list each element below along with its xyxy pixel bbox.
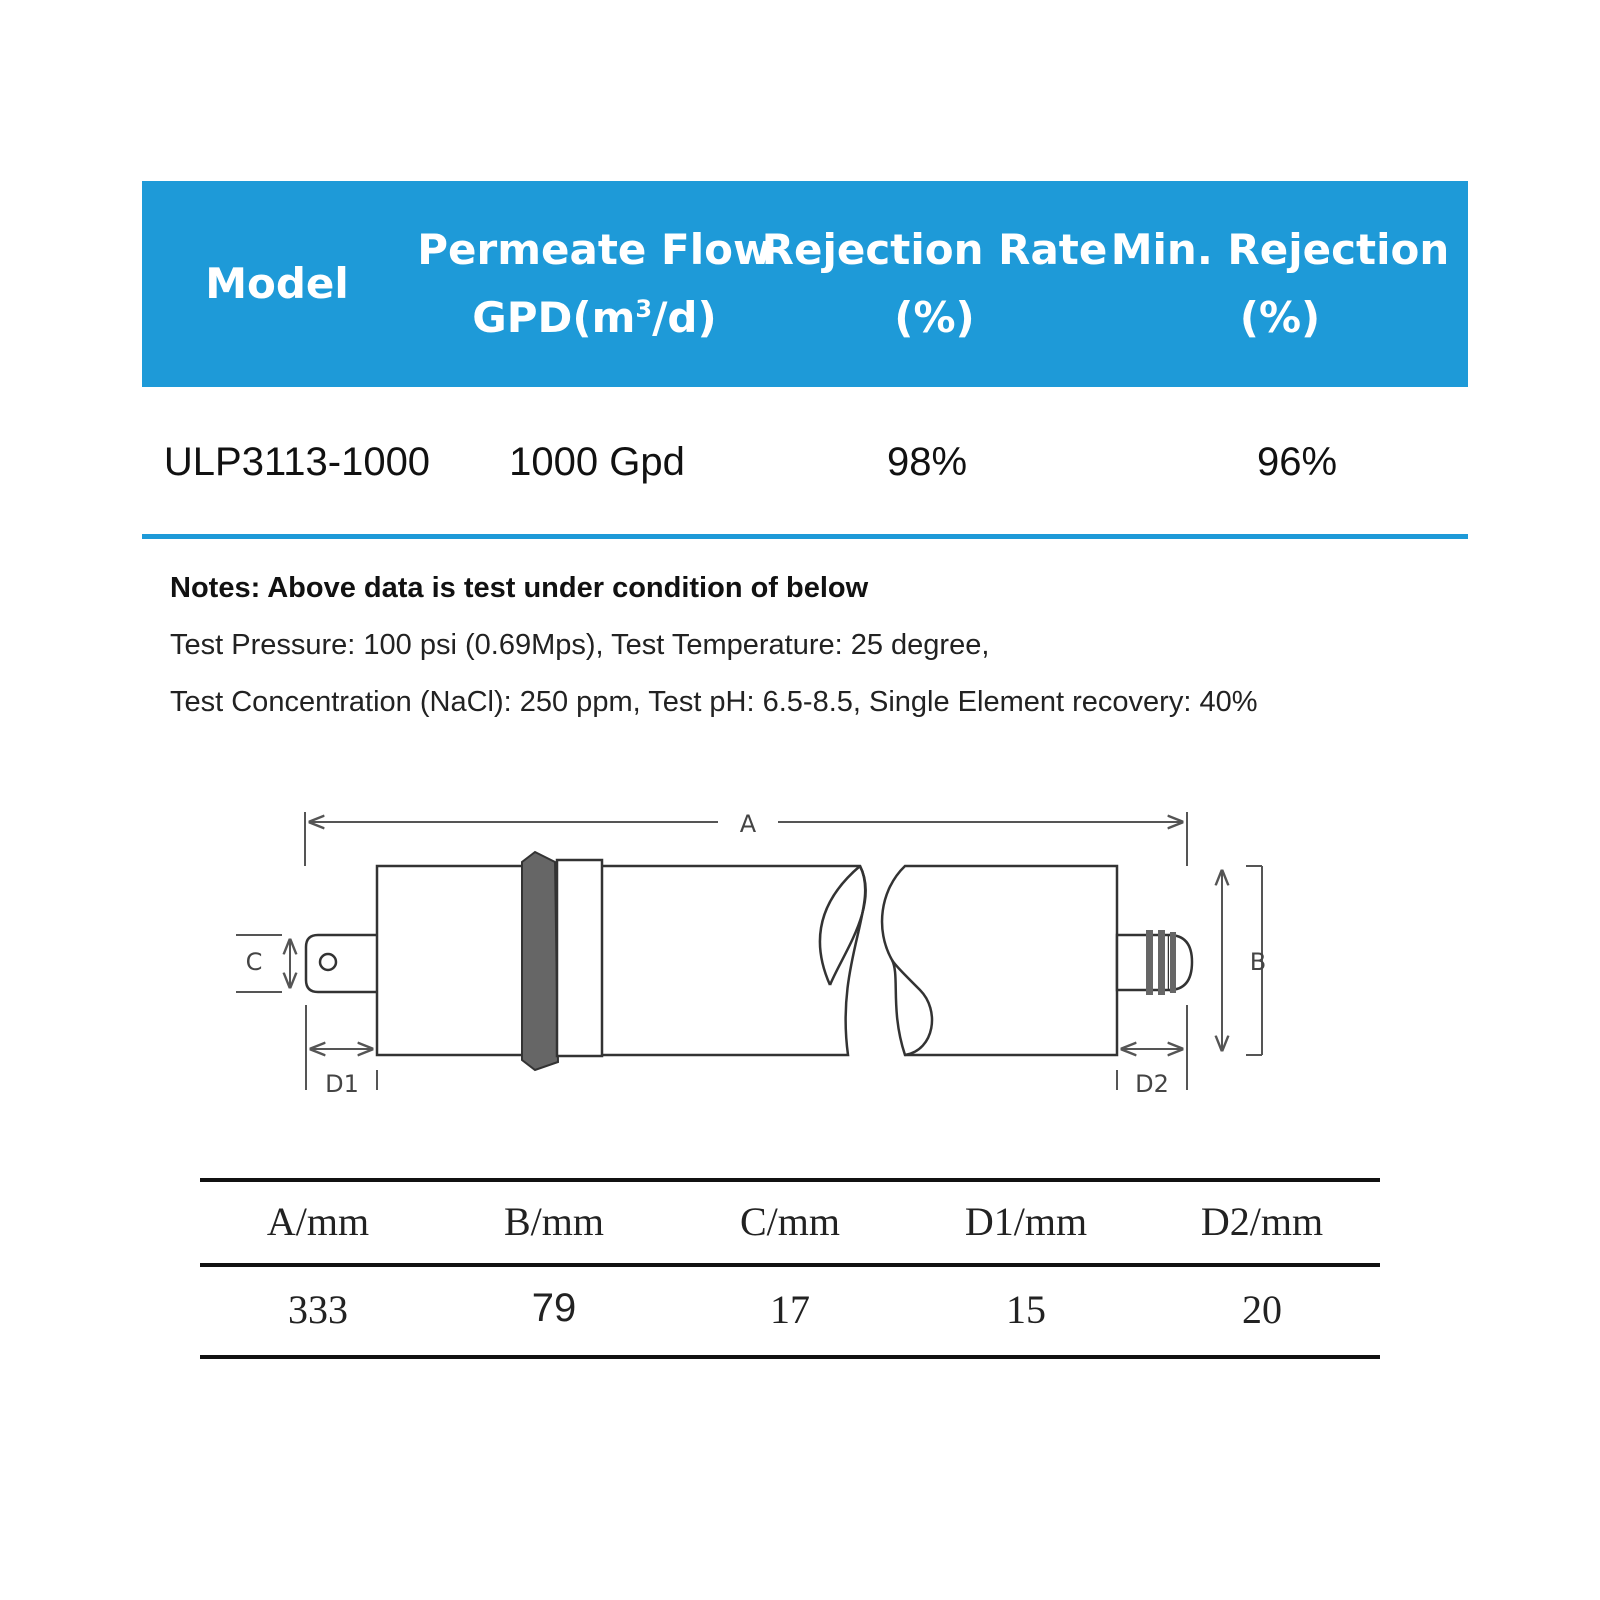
notes-line-concentration: Test Concentration (NaCl): 250 ppm, Test pH: 6.5-8.5, Single Element recovery: 40% xyxy=(170,686,1258,718)
dims-value-b: 79 xyxy=(531,1286,577,1330)
label-c: C xyxy=(245,948,263,976)
dimension-c xyxy=(236,935,290,992)
dimension-a xyxy=(305,810,1187,866)
spec-table-header xyxy=(142,181,1468,387)
header-permeate-flow xyxy=(412,181,777,387)
cell-min-rejection: 96% xyxy=(1256,439,1338,484)
membrane-body xyxy=(377,852,866,1070)
cell-permeate-flow: 1000 Gpd xyxy=(509,439,685,484)
header-model-label: Model xyxy=(205,259,349,308)
dims-bottom-rule xyxy=(200,1355,1380,1359)
header-rejection-rate-line1: Rejection Rate xyxy=(761,225,1108,274)
label-a: A xyxy=(739,810,757,838)
header-permeate-flow-line1: Permeate Flow xyxy=(417,225,772,274)
dims-header-row xyxy=(200,1198,1380,1245)
dims-top-rule xyxy=(200,1178,1380,1182)
dims-value-a: 333 xyxy=(288,1287,348,1332)
header-min-rejection-line1: Min. Rejection xyxy=(1110,225,1450,274)
spec-table-bottom-rule xyxy=(142,534,1468,539)
dimension-b xyxy=(1222,866,1266,1055)
dims-header-c: C/mm xyxy=(739,1199,841,1244)
label-d1: D1 xyxy=(325,1070,359,1098)
dims-header-d1: D1/mm xyxy=(964,1199,1088,1244)
unit-superscript: 3 xyxy=(635,295,653,323)
dimension-d1 xyxy=(306,1005,377,1098)
label-b: B xyxy=(1249,948,1267,976)
header-rejection-rate-line2: (%) xyxy=(894,293,975,342)
left-connector-tab xyxy=(306,935,377,992)
label-d2: D2 xyxy=(1135,1070,1169,1098)
dimension-d2 xyxy=(1117,1005,1187,1098)
dims-value-c: 17 xyxy=(770,1287,810,1332)
membrane-dimension-diagram xyxy=(220,800,1300,1100)
unit-prefix: GPD(m xyxy=(472,293,636,342)
header-min-rejection xyxy=(1092,181,1468,387)
dims-value-d2: 20 xyxy=(1242,1287,1282,1332)
unit-suffix: /d) xyxy=(652,293,717,342)
cell-model: ULP3113-1000 xyxy=(163,439,431,484)
membrane-body-right xyxy=(882,866,1117,1055)
dims-header-b: B/mm xyxy=(503,1199,605,1244)
dims-header-d2: D2/mm xyxy=(1200,1199,1324,1244)
header-permeate-flow-line2 xyxy=(472,284,716,352)
notes-line-pressure: Test Pressure: 100 psi (0.69Mps), Test Temperature: 25 degree, xyxy=(170,629,990,661)
header-model xyxy=(142,181,412,387)
cell-rejection-rate: 98% xyxy=(886,439,968,484)
dims-value-d1: 15 xyxy=(1006,1287,1046,1332)
test-notes xyxy=(170,568,1470,739)
header-min-rejection-line2: (%) xyxy=(1239,293,1321,342)
dims-header-a: A/mm xyxy=(266,1199,370,1244)
dims-mid-rule xyxy=(200,1263,1380,1267)
right-product-tube xyxy=(1117,930,1192,995)
spec-table-row xyxy=(142,387,1468,537)
notes-title: Notes: Above data is test under condition of below xyxy=(170,572,869,604)
dims-value-row xyxy=(200,1286,1380,1333)
header-rejection-rate xyxy=(761,181,1108,387)
